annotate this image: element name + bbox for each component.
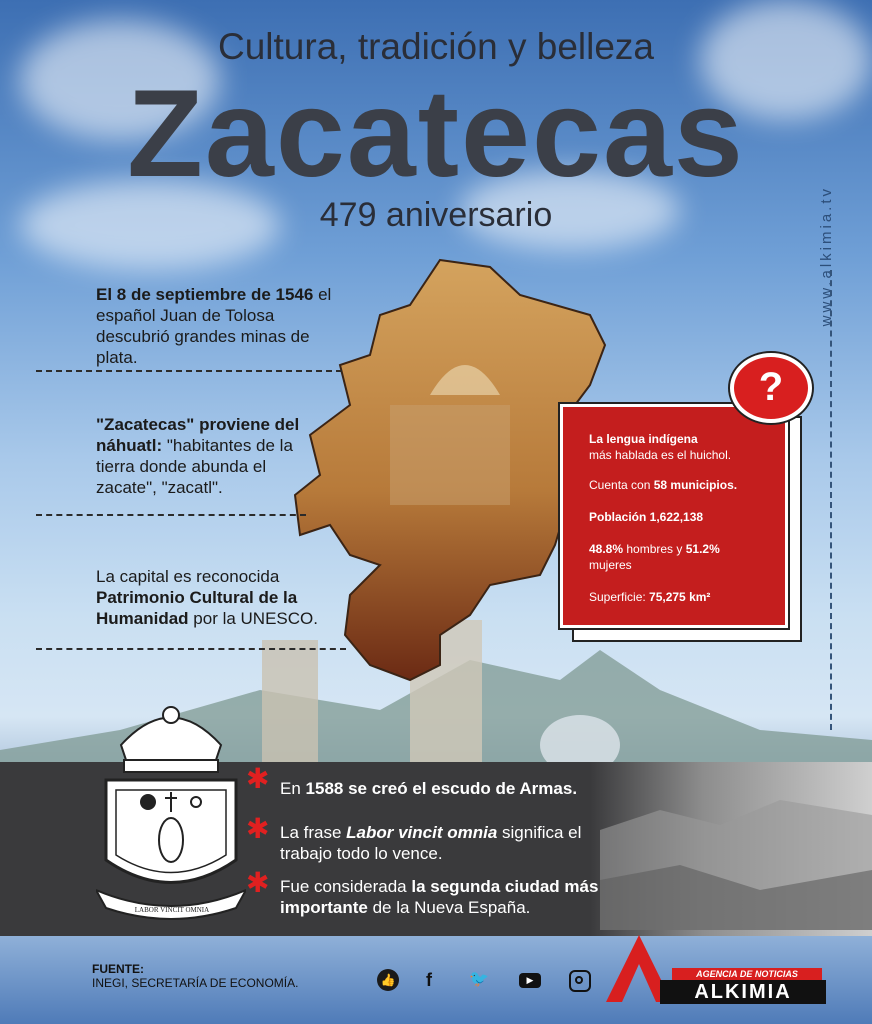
asterisk-icon: ✱ — [246, 867, 270, 898]
coat-of-arms — [96, 690, 246, 922]
subtitle: Cultura, tradición y belleza — [218, 26, 654, 67]
anniversary-label: 479 aniversario — [319, 196, 553, 234]
bullet-motto-meaning: La frase Labor vincit omnia significa el trabajo todo lo vence. — [280, 823, 582, 863]
vertical-divider — [830, 270, 832, 730]
question-icon: ? — [730, 353, 812, 423]
brand-name: ALKIMIA — [660, 980, 826, 1004]
page-title: Zacatecas — [127, 65, 745, 203]
twitter-icon[interactable]: 🐦 — [469, 971, 489, 988]
fact-etymology: "Zacatecas" proviene del náhuatl: "habitantes de la tierra donde abunda el zacate", "zacatl". — [96, 415, 300, 497]
infobox-population: Población 1,622,138 — [589, 510, 704, 524]
bullet-second-city: Fue considerada la segunda ciudad más importante de la Nueva España. — [280, 877, 599, 917]
fact-unesco: La capital es reconocida Patrimonio Cultural de la Humanidad por la UNESCO. — [96, 567, 318, 628]
asterisk-icon: ✱ — [246, 763, 270, 794]
infobox-surface: Superficie: 75,275 km² — [589, 590, 711, 604]
divider — [36, 370, 342, 372]
engraving-hills — [600, 770, 872, 930]
fact-founding: El 8 de septiembre de 1546 el español Juan de Tolosa descubrió grandes minas de plata. — [96, 285, 332, 367]
instagram-icon[interactable] — [569, 970, 591, 992]
brand-tagline: AGENCIA DE NOTICIAS — [672, 968, 822, 980]
thumbs-up-icon[interactable]: 👍 — [377, 969, 399, 991]
watermark-url: www.alkimia.tv — [818, 186, 835, 327]
bullet-shield-year: En 1588 se creó el escudo de Armas. — [280, 779, 578, 798]
facebook-icon[interactable]: f — [426, 970, 432, 990]
infobox-gender: 48.8% hombres y 51.2% mujeres — [589, 542, 720, 572]
infobox-municipalities: Cuenta con 58 municipios. — [589, 478, 738, 492]
infobox — [560, 404, 788, 628]
divider — [36, 648, 346, 650]
asterisk-icon: ✱ — [246, 813, 270, 844]
source-text: INEGI, SECRETARÍA DE ECONOMÍA. — [92, 976, 299, 990]
divider — [36, 514, 306, 516]
source-label: FUENTE: — [92, 962, 144, 976]
infobox-language: La lengua indígena más hablada es el huichol. — [589, 432, 732, 462]
youtube-icon[interactable]: ▶ — [519, 973, 541, 988]
shield-motto: LABOR VINCIT OMNIA — [134, 906, 210, 914]
